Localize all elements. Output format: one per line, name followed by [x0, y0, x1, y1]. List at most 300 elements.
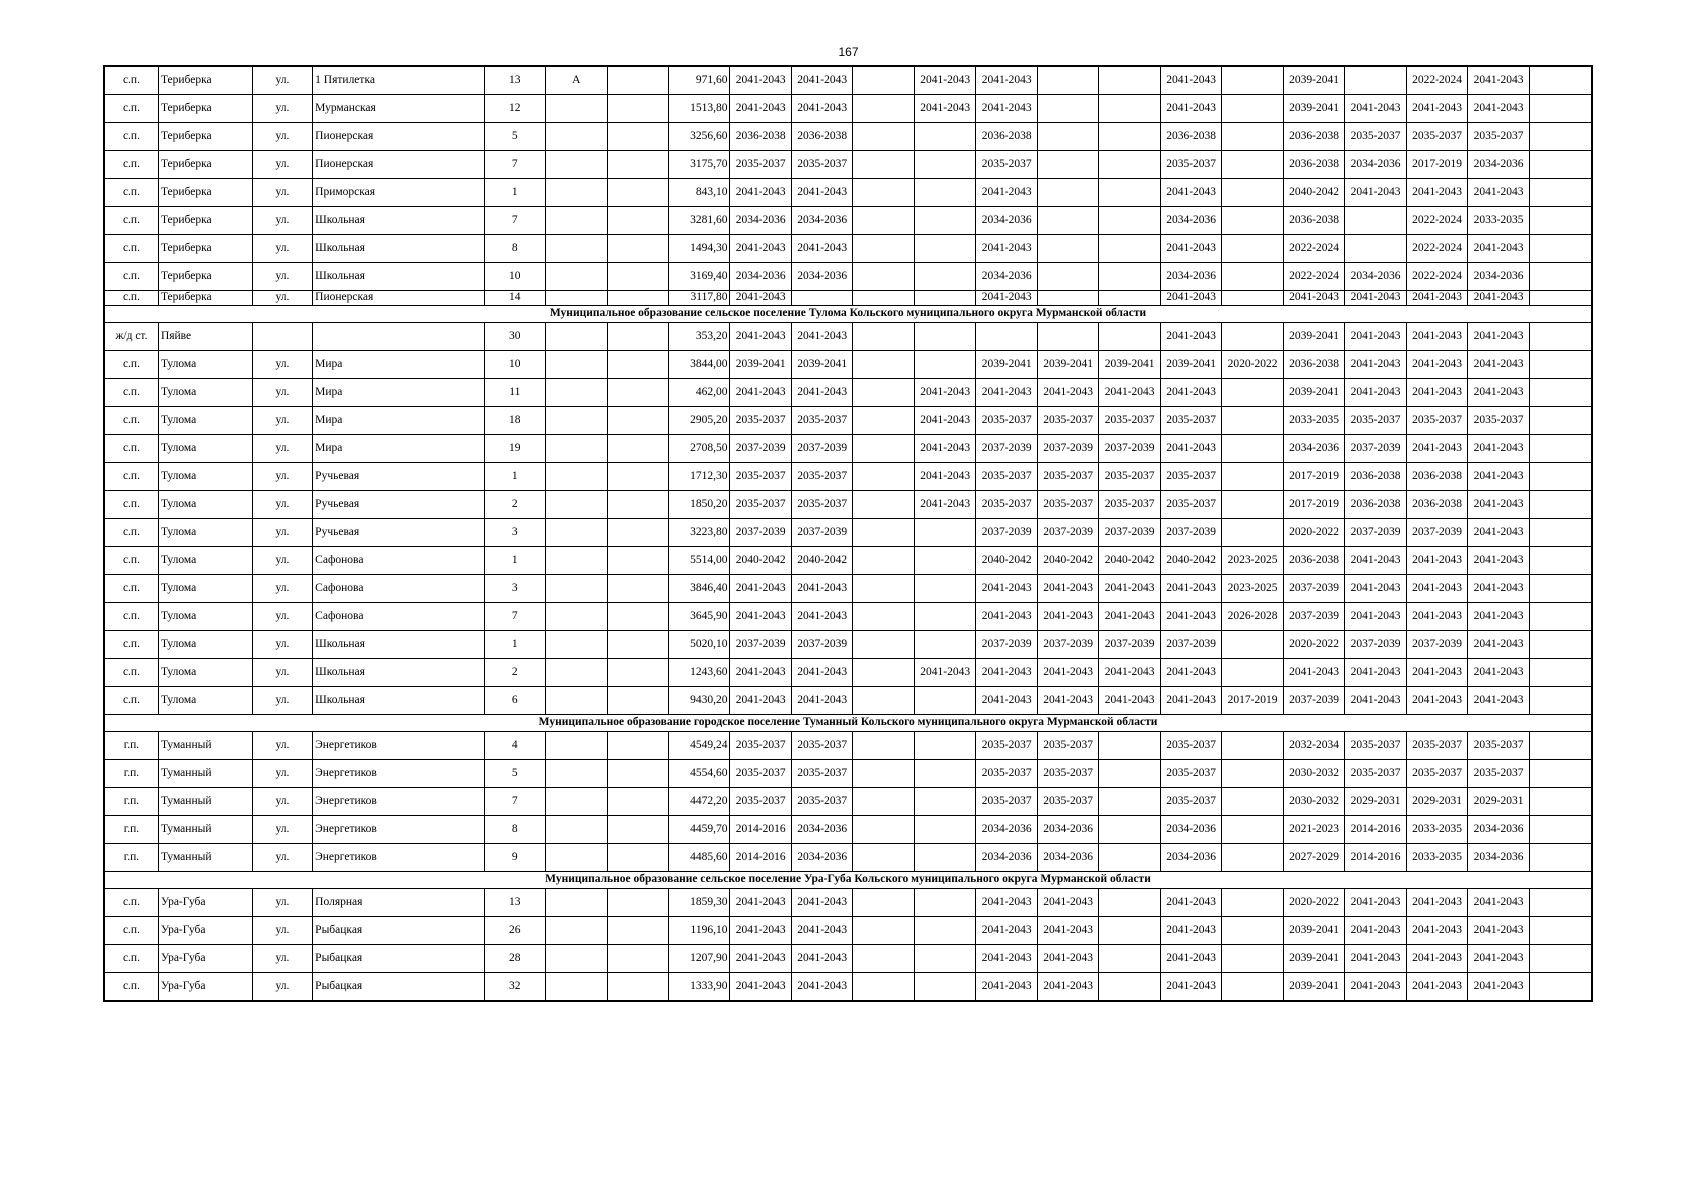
table-cell: 462,00: [669, 379, 730, 407]
table-cell: 2034-2036: [791, 816, 852, 844]
table-cell: 2039-2041: [1283, 973, 1344, 1002]
table-cell: 2034-2036: [1345, 263, 1406, 291]
table-cell: 2037-2039: [1160, 519, 1221, 547]
table-row: [104, 291, 1592, 306]
table-cell: [1099, 760, 1160, 788]
table-cell: [1037, 323, 1098, 351]
table-cell: 2035-2037: [1468, 407, 1529, 435]
table-row: [104, 207, 1592, 235]
table-cell: ж/д ст.: [104, 323, 158, 351]
table-cell: 2041-2043: [1345, 659, 1406, 687]
table-cell: 2041-2043: [1160, 659, 1221, 687]
table-cell: [1222, 435, 1283, 463]
table-cell: 3175,70: [669, 151, 730, 179]
table-cell: [607, 351, 668, 379]
table-cell: [914, 207, 975, 235]
table-cell: 2037-2039: [730, 519, 791, 547]
table-cell: [546, 732, 607, 760]
table-cell: 2034-2036: [1160, 263, 1221, 291]
table-cell: 14: [484, 291, 545, 306]
table-cell: 2035-2037: [1037, 463, 1098, 491]
table-cell: [1222, 179, 1283, 207]
table-cell: [1222, 816, 1283, 844]
table-cell: [1037, 207, 1098, 235]
table-cell: 2037-2039: [1037, 519, 1098, 547]
table-cell: [607, 732, 668, 760]
table-cell: [546, 95, 607, 123]
table-cell: [853, 435, 914, 463]
table-cell: [1529, 973, 1592, 1002]
table-cell: 3281,60: [669, 207, 730, 235]
table-cell: [1529, 235, 1592, 263]
table-cell: [1222, 917, 1283, 945]
table-cell: 2041-2043: [1468, 66, 1529, 95]
table-cell: 26: [484, 917, 545, 945]
table-cell: ул.: [252, 631, 312, 659]
table-cell: [853, 575, 914, 603]
table-cell: 2041-2043: [1406, 687, 1467, 715]
table-cell: [546, 207, 607, 235]
table-cell: [853, 207, 914, 235]
table-cell: [1222, 631, 1283, 659]
table-cell: [853, 547, 914, 575]
table-cell: [1099, 889, 1160, 917]
table-cell: 2041-2043: [1283, 291, 1344, 306]
table-cell: 1: [484, 463, 545, 491]
table-cell: Ура-Губа: [158, 889, 252, 917]
table-cell: 2041-2043: [976, 945, 1037, 973]
table-cell: 2041-2043: [1468, 547, 1529, 575]
table-cell: Мира: [313, 435, 484, 463]
table-cell: [546, 235, 607, 263]
table-cell: 2041-2043: [1037, 945, 1098, 973]
table-cell: [1099, 179, 1160, 207]
table-cell: ул.: [252, 207, 312, 235]
table-cell: 2029-2031: [1406, 788, 1467, 816]
table-cell: Приморская: [313, 179, 484, 207]
table-row: [104, 179, 1592, 207]
table-cell: 2029-2031: [1345, 788, 1406, 816]
table-cell: [1222, 66, 1283, 95]
table-row: [104, 945, 1592, 973]
table-cell: [607, 123, 668, 151]
table-cell: 2039-2041: [1283, 323, 1344, 351]
table-row: [104, 547, 1592, 575]
table-cell: 2041-2043: [1406, 917, 1467, 945]
table-cell: [1222, 151, 1283, 179]
table-cell: [607, 575, 668, 603]
table-cell: 2036-2038: [1345, 463, 1406, 491]
table-cell: ул.: [252, 973, 312, 1002]
table-cell: 2041-2043: [1037, 659, 1098, 687]
table-cell: 2035-2037: [791, 732, 852, 760]
table-cell: [914, 519, 975, 547]
table-cell: Школьная: [313, 659, 484, 687]
table-cell: 2041-2043: [976, 235, 1037, 263]
table-cell: ул.: [252, 123, 312, 151]
table-cell: [853, 917, 914, 945]
table-cell: с.п.: [104, 351, 158, 379]
table-cell: [1529, 687, 1592, 715]
table-cell: 2039-2041: [1283, 66, 1344, 95]
table-cell: Ура-Губа: [158, 917, 252, 945]
table-cell: 2036-2038: [1345, 491, 1406, 519]
table-cell: с.п.: [104, 66, 158, 95]
table-cell: 2017-2019: [1406, 151, 1467, 179]
table-cell: [914, 687, 975, 715]
table-cell: 2037-2039: [1283, 687, 1344, 715]
table-cell: [546, 435, 607, 463]
table-cell: 2034-2036: [1160, 207, 1221, 235]
table-cell: [914, 151, 975, 179]
table-cell: 2041-2043: [1037, 889, 1098, 917]
table-cell: 2035-2037: [1468, 123, 1529, 151]
table-cell: 2017-2019: [1283, 463, 1344, 491]
table-cell: [853, 659, 914, 687]
table-cell: Териберка: [158, 263, 252, 291]
table-cell: [1222, 844, 1283, 872]
table-cell: 2035-2037: [1468, 760, 1529, 788]
table-cell: 4459,70: [669, 816, 730, 844]
table-cell: 3: [484, 519, 545, 547]
table-cell: 2041-2043: [1468, 631, 1529, 659]
table-cell: 2034-2036: [976, 844, 1037, 872]
table-cell: Ручьевая: [313, 519, 484, 547]
table-cell: 1494,30: [669, 235, 730, 263]
table-cell: Мурманская: [313, 95, 484, 123]
table-cell: 2034-2036: [730, 207, 791, 235]
table-row: [104, 351, 1592, 379]
table-cell: [853, 973, 914, 1002]
table-cell: Териберка: [158, 235, 252, 263]
table-cell: [1037, 66, 1098, 95]
table-cell: 7: [484, 151, 545, 179]
table-cell: 2041-2043: [1345, 323, 1406, 351]
table-cell: Тулома: [158, 603, 252, 631]
table-cell: Рыбацкая: [313, 973, 484, 1002]
table-cell: 2041-2043: [791, 575, 852, 603]
table-cell: Тулома: [158, 435, 252, 463]
table-cell: 2041-2043: [791, 603, 852, 631]
table-cell: 2037-2039: [1345, 631, 1406, 659]
table-cell: [914, 291, 975, 306]
table-cell: [914, 889, 975, 917]
table-cell: 2041-2043: [791, 889, 852, 917]
table-cell: 2035-2037: [730, 788, 791, 816]
table-cell: 2020-2022: [1283, 631, 1344, 659]
table-cell: [546, 788, 607, 816]
table-cell: 2041-2043: [1468, 603, 1529, 631]
table-cell: Туманный: [158, 844, 252, 872]
table-cell: 971,60: [669, 66, 730, 95]
table-cell: 2041-2043: [1037, 575, 1098, 603]
table-cell: 2035-2037: [1037, 732, 1098, 760]
table-cell: 5020,10: [669, 631, 730, 659]
table-cell: [607, 179, 668, 207]
table-cell: Териберка: [158, 95, 252, 123]
table-cell: 2032-2034: [1283, 732, 1344, 760]
table-cell: [546, 151, 607, 179]
table-cell: 2035-2037: [1406, 407, 1467, 435]
table-cell: 2022-2024: [1406, 66, 1467, 95]
table-cell: 4: [484, 732, 545, 760]
table-cell: [1529, 603, 1592, 631]
table-cell: 2037-2039: [976, 631, 1037, 659]
table-cell: [607, 491, 668, 519]
table-cell: 2041-2043: [791, 66, 852, 95]
table-cell: 32: [484, 973, 545, 1002]
table-cell: 3256,60: [669, 123, 730, 151]
table-cell: 2041-2043: [1468, 463, 1529, 491]
table-cell: [1529, 631, 1592, 659]
table-cell: [546, 816, 607, 844]
table-cell: 2039-2041: [1283, 95, 1344, 123]
table-cell: 2035-2037: [1037, 788, 1098, 816]
table-cell: 2041-2043: [1406, 659, 1467, 687]
table-cell: 2035-2037: [730, 151, 791, 179]
table-cell: 2041-2043: [1468, 435, 1529, 463]
table-cell: 2036-2038: [1406, 463, 1467, 491]
table-cell: [607, 407, 668, 435]
table-cell: 18: [484, 407, 545, 435]
table-cell: 2035-2037: [1099, 407, 1160, 435]
table-cell: 2041-2043: [791, 379, 852, 407]
table-cell: 2034-2036: [1283, 435, 1344, 463]
table-cell: 2037-2039: [1160, 631, 1221, 659]
table-cell: 2035-2037: [1037, 760, 1098, 788]
table-cell: с.п.: [104, 917, 158, 945]
table-cell: 2041-2043: [914, 463, 975, 491]
table-row: [104, 844, 1592, 872]
table-cell: 2035-2037: [976, 788, 1037, 816]
table-cell: [853, 66, 914, 95]
table-cell: [313, 323, 484, 351]
table-cell: 2029-2031: [1468, 788, 1529, 816]
table-cell: 2022-2024: [1406, 263, 1467, 291]
table-cell: с.п.: [104, 603, 158, 631]
table-cell: 2034-2036: [791, 207, 852, 235]
table-cell: [914, 788, 975, 816]
table-cell: [853, 631, 914, 659]
table-cell: [1222, 491, 1283, 519]
table-cell: 2041-2043: [1345, 945, 1406, 973]
table-cell: 2014-2016: [1345, 844, 1406, 872]
table-cell: 1243,60: [669, 659, 730, 687]
table-row: [104, 889, 1592, 917]
table-cell: 2037-2039: [1099, 631, 1160, 659]
table-cell: Мира: [313, 351, 484, 379]
table-cell: [1529, 760, 1592, 788]
table-row: [104, 263, 1592, 291]
table-cell: [1099, 207, 1160, 235]
table-cell: Сафонова: [313, 547, 484, 575]
table-cell: 2034-2036: [1468, 151, 1529, 179]
table-cell: ул.: [252, 179, 312, 207]
table-cell: [1529, 491, 1592, 519]
table-cell: 2041-2043: [914, 407, 975, 435]
table-cell: 2041-2043: [1160, 323, 1221, 351]
table-cell: Рыбацкая: [313, 917, 484, 945]
table-cell: 1 Пятилетка: [313, 66, 484, 95]
table-cell: 2041-2043: [730, 603, 791, 631]
table-cell: [1529, 263, 1592, 291]
table-cell: 2037-2039: [976, 435, 1037, 463]
table-cell: 2036-2038: [1283, 547, 1344, 575]
table-cell: 2017-2019: [1222, 687, 1283, 715]
table-cell: 2034-2036: [976, 816, 1037, 844]
table-cell: 1850,20: [669, 491, 730, 519]
table-cell: 2040-2042: [1283, 179, 1344, 207]
table-cell: 2035-2037: [976, 760, 1037, 788]
table-cell: г.п.: [104, 816, 158, 844]
table-cell: 2041-2043: [730, 379, 791, 407]
table-cell: 2041-2043: [976, 659, 1037, 687]
table-cell: 2035-2037: [730, 407, 791, 435]
table-cell: 2708,50: [669, 435, 730, 463]
table-cell: 2041-2043: [1406, 945, 1467, 973]
table-cell: [914, 547, 975, 575]
table-cell: 4554,60: [669, 760, 730, 788]
table-cell: 2035-2037: [730, 463, 791, 491]
table-cell: [1222, 945, 1283, 973]
table-cell: [546, 687, 607, 715]
table-cell: [914, 603, 975, 631]
table-cell: [546, 917, 607, 945]
table-cell: ул.: [252, 263, 312, 291]
table-cell: [607, 945, 668, 973]
table-cell: 19: [484, 435, 545, 463]
table-cell: 2035-2037: [1345, 732, 1406, 760]
table-cell: 2034-2036: [1468, 844, 1529, 872]
table-cell: 2034-2036: [791, 263, 852, 291]
table-cell: [1037, 291, 1098, 306]
table-cell: 2037-2039: [1406, 631, 1467, 659]
table-cell: 2041-2043: [1468, 235, 1529, 263]
table-cell: Туманный: [158, 788, 252, 816]
table-cell: 2035-2037: [1468, 732, 1529, 760]
table-cell: 3846,40: [669, 575, 730, 603]
table-cell: Тулома: [158, 463, 252, 491]
table-cell: 2041-2043: [1468, 889, 1529, 917]
table-cell: ул.: [252, 659, 312, 687]
table-cell: 2041-2043: [1406, 179, 1467, 207]
table-cell: ул.: [252, 66, 312, 95]
table-cell: 2037-2039: [1283, 603, 1344, 631]
table-cell: Ура-Губа: [158, 973, 252, 1002]
table-cell: [853, 816, 914, 844]
table-cell: [607, 235, 668, 263]
table-cell: с.п.: [104, 407, 158, 435]
table-cell: 2041-2043: [1160, 179, 1221, 207]
table-cell: 2041-2043: [976, 575, 1037, 603]
table-cell: [1529, 351, 1592, 379]
table-cell: ул.: [252, 519, 312, 547]
table-row: [104, 603, 1592, 631]
table-cell: [1529, 151, 1592, 179]
table-cell: 2033-2035: [1406, 816, 1467, 844]
table-cell: 2041-2043: [1037, 687, 1098, 715]
table-cell: 2041-2043: [1160, 235, 1221, 263]
table-cell: 2035-2037: [791, 760, 852, 788]
table-cell: [853, 491, 914, 519]
table-cell: 2041-2043: [1468, 379, 1529, 407]
table-cell: [607, 66, 668, 95]
table-cell: 2035-2037: [791, 788, 852, 816]
table-row: [104, 491, 1592, 519]
table-cell: 28: [484, 945, 545, 973]
table-cell: [1099, 973, 1160, 1002]
table-cell: 2039-2041: [791, 351, 852, 379]
table-cell: 3169,40: [669, 263, 730, 291]
table-cell: [1037, 235, 1098, 263]
table-cell: 2041-2043: [1406, 575, 1467, 603]
table-cell: 2039-2041: [1283, 379, 1344, 407]
table-cell: 2041-2043: [1406, 435, 1467, 463]
table-cell: Тулома: [158, 379, 252, 407]
table-cell: 2035-2037: [1160, 760, 1221, 788]
table-cell: [546, 659, 607, 687]
table-row: [104, 95, 1592, 123]
table-cell: Тулома: [158, 519, 252, 547]
table-cell: [853, 603, 914, 631]
table-cell: 2020-2022: [1283, 889, 1344, 917]
table-cell: [607, 463, 668, 491]
table-cell: [914, 816, 975, 844]
table-cell: 2041-2043: [1160, 945, 1221, 973]
table-cell: ул.: [252, 151, 312, 179]
table-cell: [546, 844, 607, 872]
table-cell: 2037-2039: [1345, 519, 1406, 547]
table-cell: [546, 889, 607, 917]
table-cell: г.п.: [104, 844, 158, 872]
table-cell: с.п.: [104, 95, 158, 123]
table-cell: [1099, 151, 1160, 179]
table-cell: [853, 123, 914, 151]
table-cell: 2041-2043: [1406, 323, 1467, 351]
table-cell: ул.: [252, 603, 312, 631]
table-cell: г.п.: [104, 732, 158, 760]
table-cell: 2030-2032: [1283, 788, 1344, 816]
table-cell: [607, 291, 668, 306]
table-cell: [1222, 123, 1283, 151]
table-cell: ул.: [252, 491, 312, 519]
table-cell: [1529, 575, 1592, 603]
table-cell: [1099, 263, 1160, 291]
table-cell: с.п.: [104, 659, 158, 687]
table-cell: [252, 323, 312, 351]
table-cell: 1712,30: [669, 463, 730, 491]
table-row: [104, 235, 1592, 263]
table-cell: Териберка: [158, 179, 252, 207]
table-cell: 2041-2043: [914, 659, 975, 687]
table-cell: 2041-2043: [730, 179, 791, 207]
table-cell: Териберка: [158, 123, 252, 151]
table-cell: [607, 760, 668, 788]
table-cell: [546, 179, 607, 207]
table-cell: 2036-2038: [1406, 491, 1467, 519]
table-cell: 2041-2043: [1160, 291, 1221, 306]
table-cell: 353,20: [669, 323, 730, 351]
table-cell: 3844,00: [669, 351, 730, 379]
table-cell: [853, 844, 914, 872]
table-cell: 2035-2037: [1345, 760, 1406, 788]
table-cell: 2037-2039: [1099, 435, 1160, 463]
table-row: [104, 463, 1592, 491]
table-cell: 2041-2043: [730, 659, 791, 687]
table-cell: 2041-2043: [791, 659, 852, 687]
table-cell: Туманный: [158, 732, 252, 760]
table-cell: 1333,90: [669, 973, 730, 1002]
